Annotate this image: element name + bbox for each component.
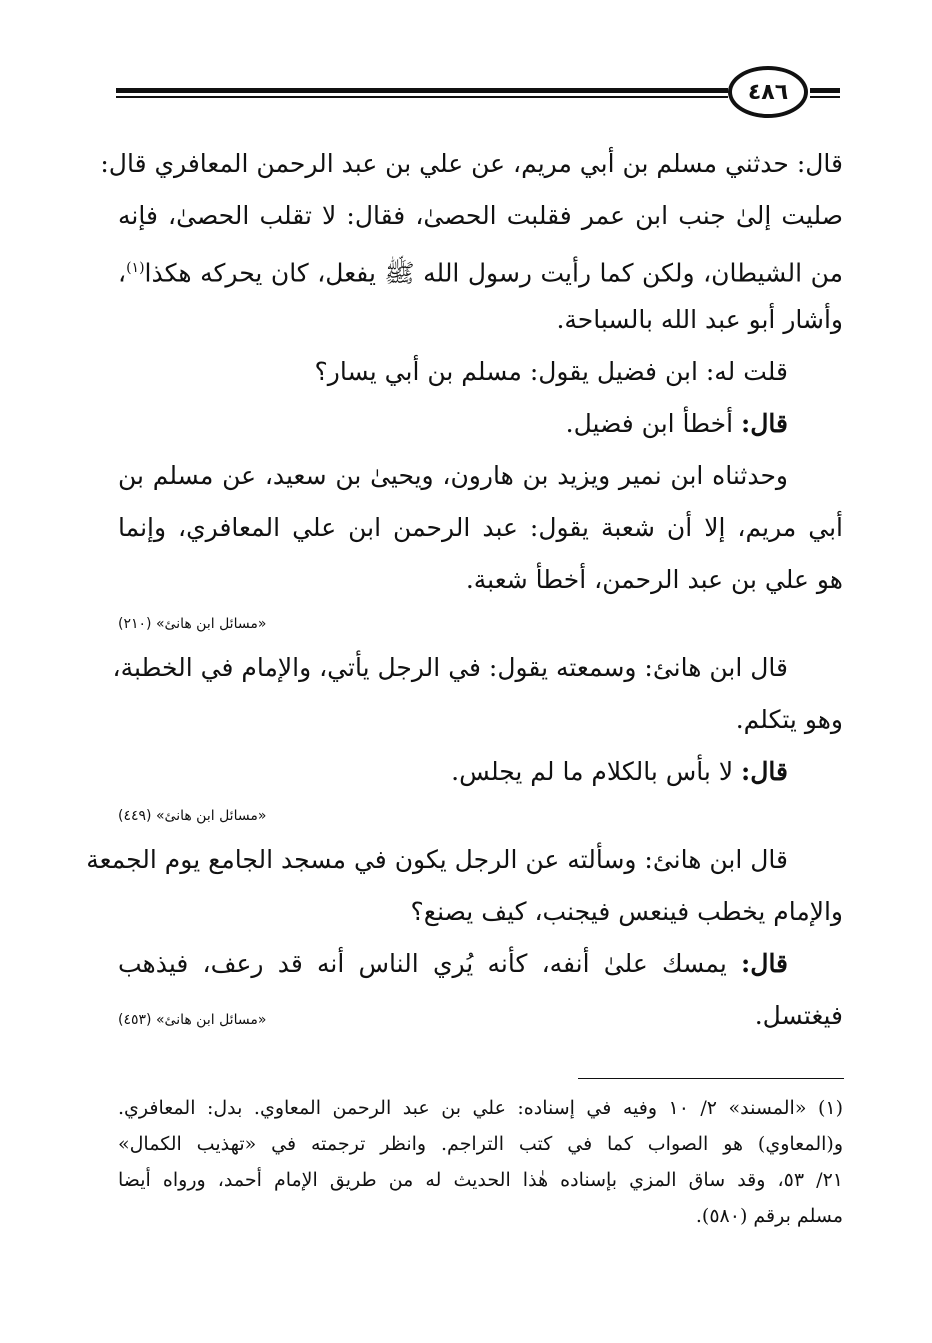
text-line: والإمام يخطب فينعس فيجنب، كيف يصنع؟: [410, 897, 843, 926]
page-header: [116, 66, 840, 122]
footnote-line: ٢١/ ٥٣، وقد ساق المزي بإسناده هٰذا الحديث له من طريق الإمام أحمد، ورواه أيضا: [118, 1169, 843, 1191]
text-line: وهو يتكلم.: [735, 705, 843, 734]
question-line: قلت له: ابن فضيل يقول: مسلم بن أبي يسار؟: [314, 357, 788, 386]
answer-text: يمسك علىٰ أنفه، كأنه يُري الناس أنه قد رعف، فيذهب: [118, 949, 727, 978]
text-line: وحدثناه ابن نمير ويزيد بن هارون، ويحيىٰ بن سعيد، عن مسلم بن: [118, 461, 788, 490]
text-line: أبي مريم، إلا أن شعبة يقول: عبد الرحمن ابن علي المعافري، وإنما: [118, 513, 843, 542]
header-rule-right-thin: [810, 96, 840, 98]
footnote-line: [118, 1090, 843, 1126]
footnote-number: (١): [817, 1097, 843, 1119]
answer-text: فيغتسل.: [754, 1001, 843, 1030]
text-line: [118, 242, 843, 294]
source-reference: [118, 798, 843, 834]
reference-number: (٤٤٩): [118, 808, 152, 824]
reference-number: (٤٥٣): [118, 1012, 152, 1028]
footnote-text: «المسند» ٢/ ١٠ وفيه في إسناده: علي بن عبد الرحمن المعاوي. بدل: المعافري.: [118, 1097, 807, 1119]
text-segment: ،: [118, 258, 127, 288]
answer-line: [118, 938, 843, 990]
header-rule: [116, 88, 728, 93]
answer-text: لا بأس بالكلام ما لم يجلس.: [451, 757, 734, 786]
reference-source: «مسائل ابن هانئ»: [155, 808, 267, 824]
reference-number: (٢١٠): [118, 616, 152, 632]
footnote-line: و(المعاوي) هو الصواب كما في كتب التراجم. وانظر ترجمته في «تهذيب الكمال»: [118, 1133, 843, 1155]
text-line: هو علي بن عبد الرحمن، أخطأ شعبة.: [465, 565, 843, 594]
page-number: [728, 66, 808, 118]
source-reference: [118, 606, 843, 642]
header-rule-thin: [116, 96, 728, 98]
footnotes: [118, 1090, 843, 1234]
answer-text: أخطأ ابن فضيل.: [565, 409, 734, 438]
main-text: [86, 138, 843, 1042]
answer-line-with-reference: [118, 990, 843, 1042]
text-line: قال ابن هانئ: وسمعته يقول: في الرجل يأتي، والإمام في الخطبة،: [112, 653, 788, 682]
answer-label: قال:: [741, 949, 789, 978]
text-line: وأشار أبو عبد الله بالسباحة.: [556, 305, 843, 334]
text-line: قال: حدثني مسلم بن أبي مريم، عن علي بن عبد الرحمن المعافري قال:: [100, 149, 843, 178]
footnote-marker[interactable]: (١): [126, 260, 145, 276]
answer-line: [118, 746, 843, 798]
answer-line: [118, 398, 843, 450]
footnote-separator: [578, 1078, 844, 1079]
source-reference: [118, 994, 266, 1046]
answer-label: قال:: [741, 757, 788, 786]
reference-source: «مسائل ابن هانئ»: [155, 616, 267, 632]
header-rule-right: [810, 88, 840, 93]
page-number-text: ٤٨٦: [747, 79, 789, 105]
footnote-line: مسلم برقم (٥٨٠).: [695, 1205, 843, 1227]
text-line: قال ابن هانئ: وسألته عن الرجل يكون في مسجد الجامع يوم الجمعة: [86, 845, 788, 874]
text-segment: من الشيطان، ولكن كما رأيت رسول الله ﷺ يفعل، كان يحركه هكذا: [144, 258, 843, 288]
text-line: صليت إلىٰ جنب ابن عمر فقلبت الحصىٰ، فقال: لا تقلب الحصىٰ، فإنه: [118, 201, 843, 230]
reference-source: «مسائل ابن هانئ»: [155, 1012, 267, 1028]
answer-label: قال:: [741, 409, 788, 438]
